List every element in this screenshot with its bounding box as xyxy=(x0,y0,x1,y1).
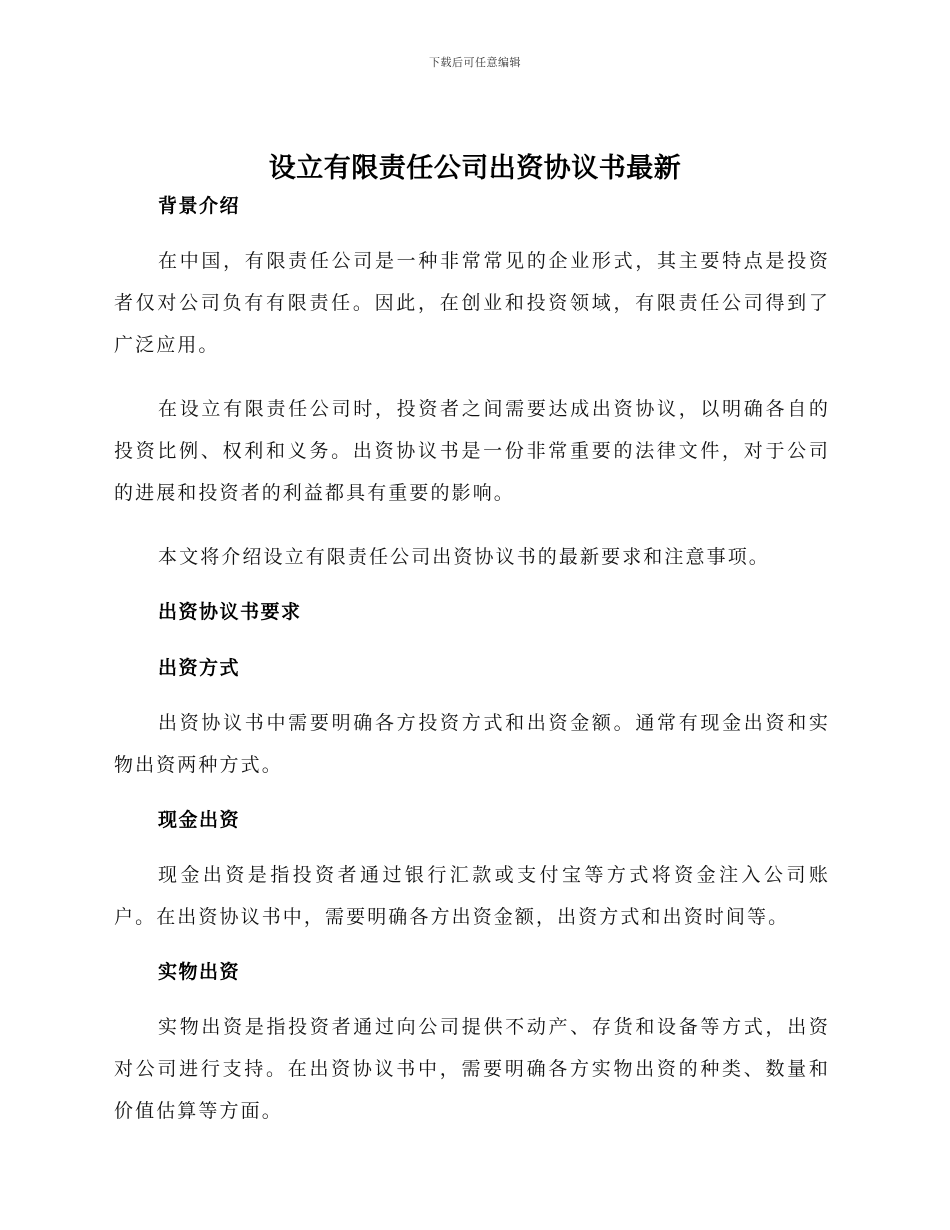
header-note: 下载后可任意编辑 xyxy=(429,56,521,69)
subsection-heading-method: 出资方式 xyxy=(158,657,241,679)
paragraph-method: 出资协议书中需要明确各方投资方式和出资金额。通常有现金出资和实物出资两种方式。 xyxy=(114,712,830,776)
paragraph-physical: 实物出资是指投资者通过向公司提供不动产、存货和设备等方式，出资对公司进行支持。在出资协议书中，需要明确各方实物出资的种类、数量和价值估算等方面。 xyxy=(114,1016,830,1122)
document-body xyxy=(114,192,830,1132)
paragraph-background-1: 在中国，有限责任公司是一种非常常见的企业形式，其主要特点是投资者仅对公司负有有限责任。因此，在创业和投资领域，有限责任公司得到了广泛应用。 xyxy=(114,250,830,356)
subsection-heading-cash: 现金出资 xyxy=(158,809,241,831)
section-heading-requirements: 出资协议书要求 xyxy=(158,601,302,623)
paragraph-background-3: 本文将介绍设立有限责任公司出资协议书的最新要求和注意事项。 xyxy=(158,546,770,568)
section-heading-background: 背景介绍 xyxy=(158,195,241,217)
document-title: 设立有限责任公司出资协议书最新 xyxy=(268,153,682,184)
paragraph-background-2: 在设立有限责任公司时，投资者之间需要达成出资协议，以明确各自的投资比例、权利和义务。出资协议书是一份非常重要的法律文件，对于公司的进展和投资者的利益都具有重要的影响。 xyxy=(114,398,830,504)
paragraph-cash: 现金出资是指投资者通过银行汇款或支付宝等方式将资金注入公司账户。在出资协议书中，需要明确各方出资金额，出资方式和出资时间等。 xyxy=(114,864,830,928)
subsection-heading-physical: 实物出资 xyxy=(158,961,241,983)
